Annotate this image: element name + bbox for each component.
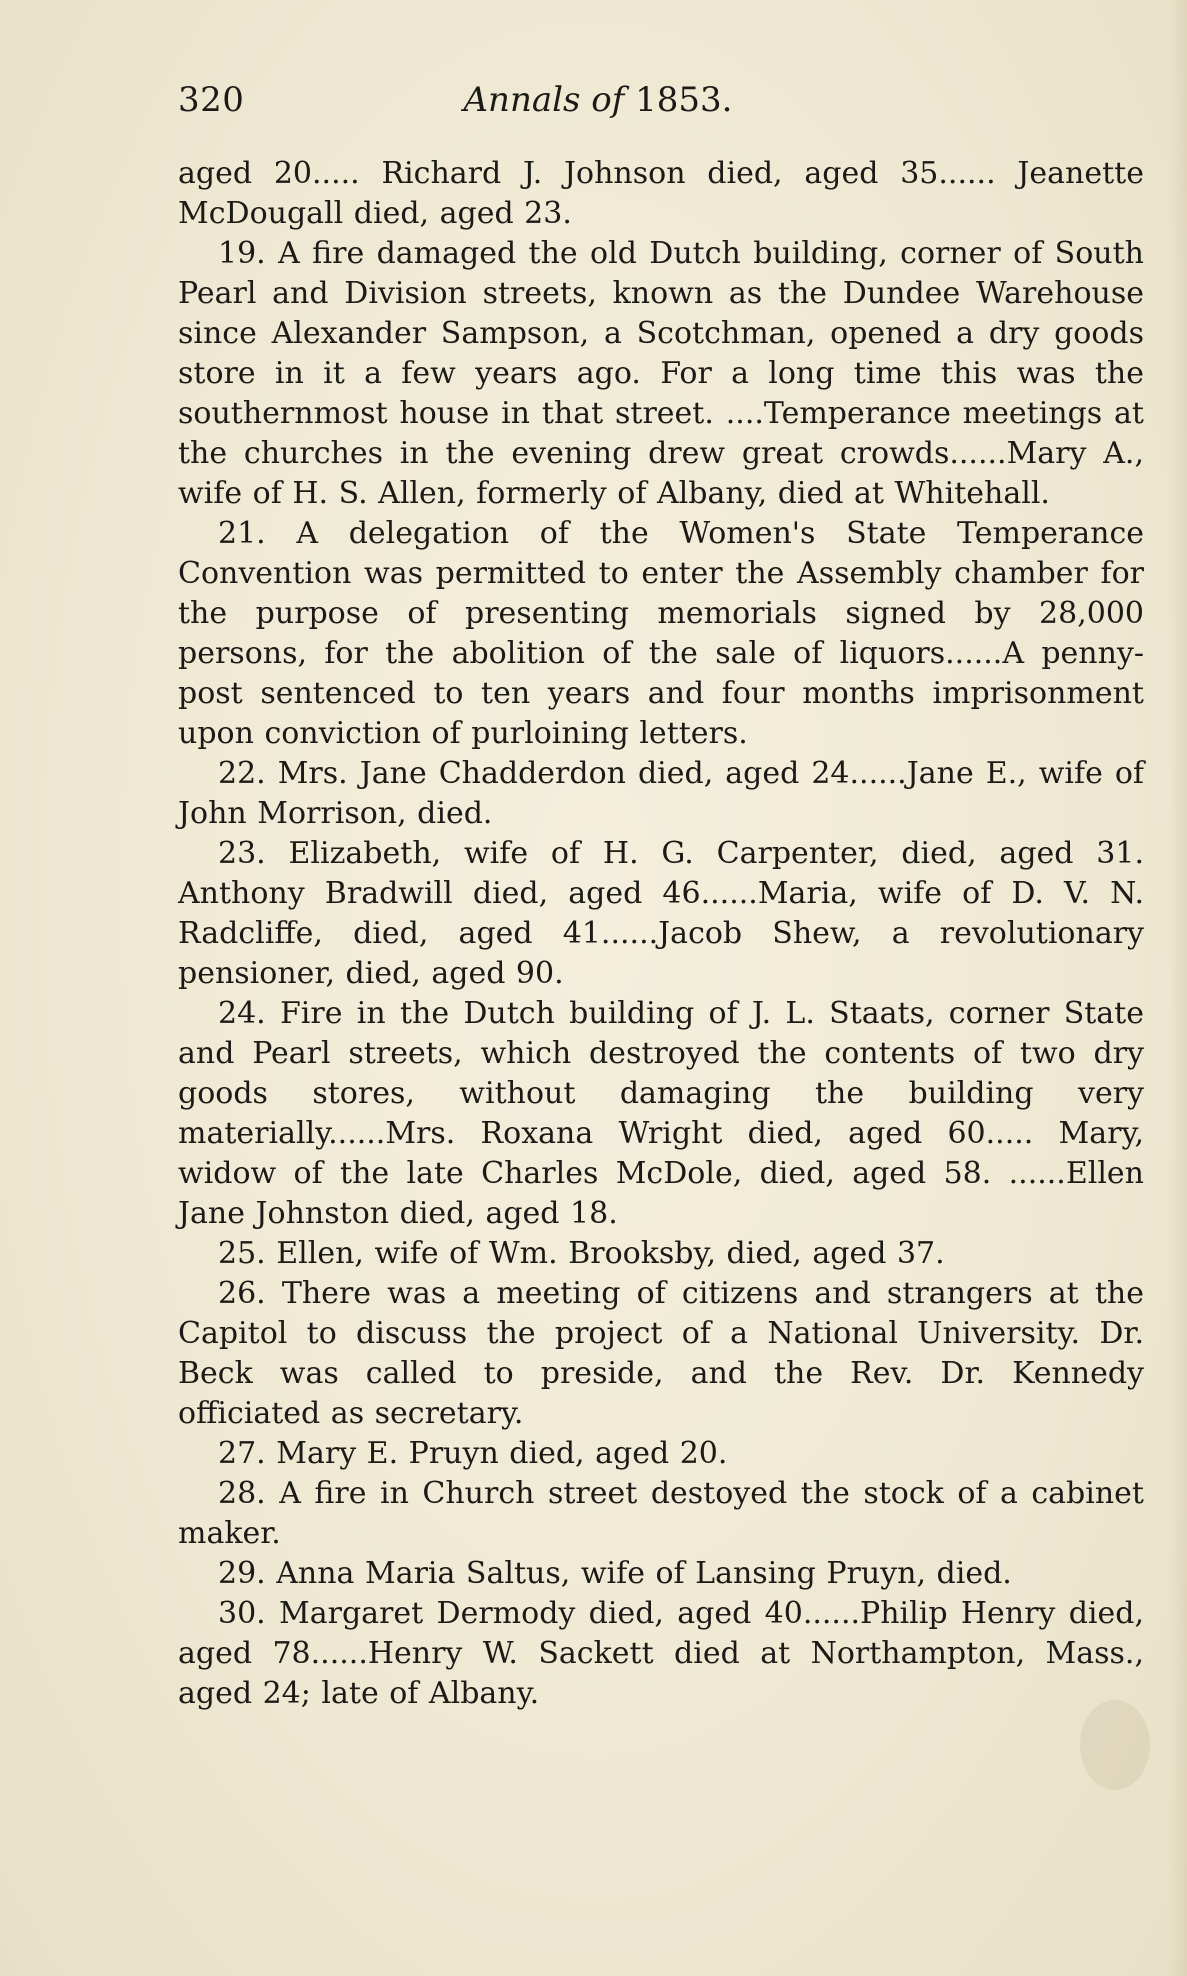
running-title-year: 1853. <box>635 80 733 120</box>
page-header <box>178 80 1018 130</box>
entry-30: 30. Margaret Dermody died, aged 40......Philip Henry died, aged 78......Henry W. Sackett died at Northampton, Mass., aged 24; late of Albany. <box>178 1596 1144 1711</box>
entry-28: 28. A fire in Church street destoyed the stock of a cabinet maker. <box>178 1476 1144 1551</box>
entry-27: 27. Mary E. Pruyn died, aged 20. <box>218 1436 728 1471</box>
running-title <box>178 80 1018 120</box>
page-edge-shadow <box>1169 0 1187 1976</box>
entry-25: 25. Ellen, wife of Wm. Brooksby, died, aged 37. <box>218 1236 945 1271</box>
entry-23: 23. Elizabeth, wife of H. G. Carpenter, died, aged 31. Anthony Bradwill died, aged 46......Maria, wife of D. V. N. Radcliffe, died, aged 41......Jacob Shew, a revolutionary pensioner, died, aged 90. <box>178 836 1144 991</box>
entry-22: 22. Mrs. Jane Chadderdon died, aged 24......Jane E., wife of John Morrison, died. <box>178 756 1144 831</box>
page-number: 320 <box>178 80 245 120</box>
entry-24: 24. Fire in the Dutch building of J. L. Staats, corner State and Pearl streets, which destroyed the contents of two dry goods stores, without damaging the building very materially......Mrs. Roxana Wright died, aged 60..... Mary, widow of the late Charles McDole, died, aged 58. ......Ellen Jane Johnston died, aged 18. <box>178 996 1144 1231</box>
running-title-annals: Annals <box>463 80 581 120</box>
entry-19: 19. A fire damaged the old Dutch building, corner of South Pearl and Division streets, known as the Dundee Warehouse since Alexander Sampson, a Scotchman, opened a dry goods store in it a few years ago. For a long time this was the southernmost house in that street. ....Temperance meetings at the churches in the evening drew great crowds......Mary A., wife of H. S. Allen, formerly of Albany, died at Whitehall. <box>178 236 1144 511</box>
entry-21: 21. A delegation of the Women's State Temperance Convention was permitted to enter the Assembly chamber for the purpose of presenting memorials signed by 28,000 persons, for the abolition of the sale of liquors......A penny-post sentenced to ten years and four months imprisonment upon conviction of purloining letters. <box>178 516 1144 751</box>
entry-29: 29. Anna Maria Saltus, wife of Lansing Pruyn, died. <box>218 1556 1012 1591</box>
entry-26: 26. There was a meeting of citizens and strangers at the Capitol to discuss the project of a National University. Dr. Beck was called to preside, and the Rev. Dr. Kennedy officiated as secretary. <box>178 1276 1144 1431</box>
running-title-of: of <box>591 80 625 120</box>
entry-continuation: aged 20..... Richard J. Johnson died, aged 35...... Jeanette McDougall died, aged 23. <box>178 156 1144 231</box>
annals-text <box>178 154 1144 1714</box>
